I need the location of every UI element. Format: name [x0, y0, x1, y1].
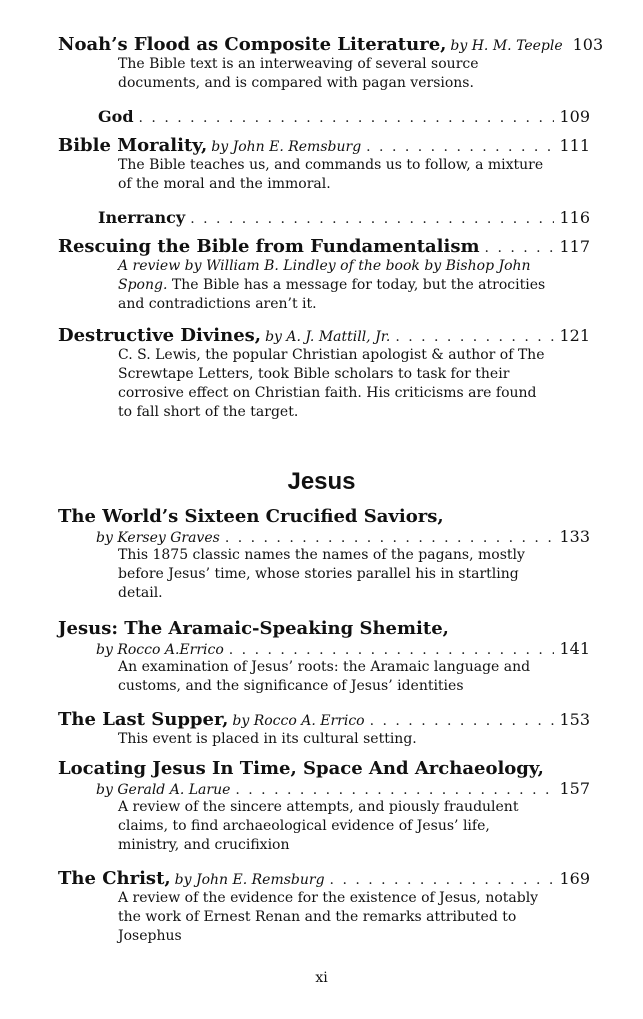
toc-entry-rescuing-the-bible: [58, 236, 590, 314]
entry-page: 111: [559, 136, 590, 155]
entry-description: An examination of Jesus’ roots: the Aramaic language and customs, and the significance of Jesus’ identities: [118, 659, 531, 694]
toc-entry-bible-morality: [58, 135, 590, 194]
leader-dots: [225, 530, 555, 546]
toc-entry-destructive-divines: [58, 325, 590, 422]
toc-entry-noahs-flood: [58, 34, 604, 93]
entry-author: by Gerald A. Larue: [96, 782, 231, 798]
toc-entry-locating-jesus: [58, 758, 590, 855]
leader-dots: [229, 642, 555, 658]
entry-page: 103: [572, 35, 604, 54]
entry-description: This event is placed in its cultural setting.: [118, 731, 417, 747]
toc-entry-last-supper: [58, 709, 590, 749]
entry-title: Destructive Divines,: [58, 325, 262, 346]
leader-dots: [366, 139, 554, 155]
toc-entry-the-christ: [58, 868, 590, 946]
entry-description: [118, 257, 548, 314]
page-folio: xi: [315, 970, 328, 986]
entry-description: A review of the evidence for the existence of Jesus, notably the work of Ernest Renan and the remarks attributed to Josephus: [118, 890, 539, 944]
entry-description: This 1875 classic names the names of the pagans, mostly before Jesus’ time, whose stories parallel his in startling detail.: [118, 547, 525, 601]
leader-dots: [139, 110, 555, 126]
entry-title: The World’s Sixteen Crucified Saviors,: [58, 506, 444, 527]
entry-author: by A. J. Mattill, Jr.: [265, 329, 391, 345]
leader-dots: [190, 211, 554, 227]
entry-title: The Christ,: [58, 868, 171, 889]
entry-description: The Bible teaches us, and commands us to follow, a mixture of the moral and the immoral.: [118, 157, 544, 192]
leader-dots: [395, 329, 554, 345]
entry-title: Inerrancy: [98, 208, 186, 227]
entry-author: by Rocco A.Errico: [96, 642, 224, 658]
entry-page: 141: [559, 639, 590, 658]
entry-title: Locating Jesus In Time, Space And Archaeology,: [58, 758, 544, 779]
entry-description: C. S. Lewis, the popular Christian apologist & author of The Screwtape Letters, took Bible scholars to task for their corrosive effect on Christian faith. His criticisms are found to fall short of the target.: [118, 347, 545, 420]
entry-page: 121: [559, 326, 590, 345]
entry-author: by John E. Remsburg: [174, 872, 325, 888]
entry-author: by Kersey Graves: [96, 530, 220, 546]
entry-page: 157: [559, 779, 590, 798]
section-heading: Jesus: [287, 468, 356, 495]
leader-dots: [485, 240, 555, 256]
toc-entry-aramaic-shemite: [58, 618, 590, 696]
entry-page: 109: [559, 107, 590, 126]
leader-dots: [370, 713, 555, 729]
entry-title: Bible Morality,: [58, 135, 208, 156]
entry-description: A review of the sincere attempts, and piously fraudulent claims, to find archaeological evidence of Jesus’ life, ministry, and crucifixion: [118, 799, 519, 853]
toc-entry-sixteen-saviors: [58, 506, 590, 603]
leader-dots: [330, 872, 555, 888]
entry-page: 169: [559, 869, 590, 888]
entry-title: Rescuing the Bible from Fundamentalism: [58, 236, 480, 257]
entry-title: The Last Supper,: [58, 709, 229, 730]
toc-entry-inerrancy: [58, 208, 590, 227]
entry-title: Noah’s Flood as Composite Literature,: [58, 34, 447, 55]
entry-page: 153: [559, 710, 590, 729]
toc-entry-god: [58, 107, 590, 126]
entry-author: by H. M. Teeple: [450, 38, 563, 54]
entry-page: 133: [559, 527, 590, 546]
leader-dots: [235, 782, 554, 798]
entry-description: The Bible text is an interweaving of several source documents, and is compared with pagan versions.: [118, 56, 479, 91]
entry-author: by John E. Remsburg: [211, 139, 362, 155]
entry-title: Jesus: The Aramaic-Speaking Shemite,: [58, 618, 449, 639]
entry-page: 117: [559, 237, 590, 256]
entry-page: 116: [559, 208, 590, 227]
entry-title: God: [98, 107, 134, 126]
entry-description-text: The Bible has a message for today, but the atrocities and contradictions aren’t it.: [118, 277, 546, 312]
entry-description-italic: A review by William B. Lindley of the book by Bishop John Spong.: [118, 258, 531, 293]
entry-author: by Rocco A. Errico: [232, 713, 365, 729]
